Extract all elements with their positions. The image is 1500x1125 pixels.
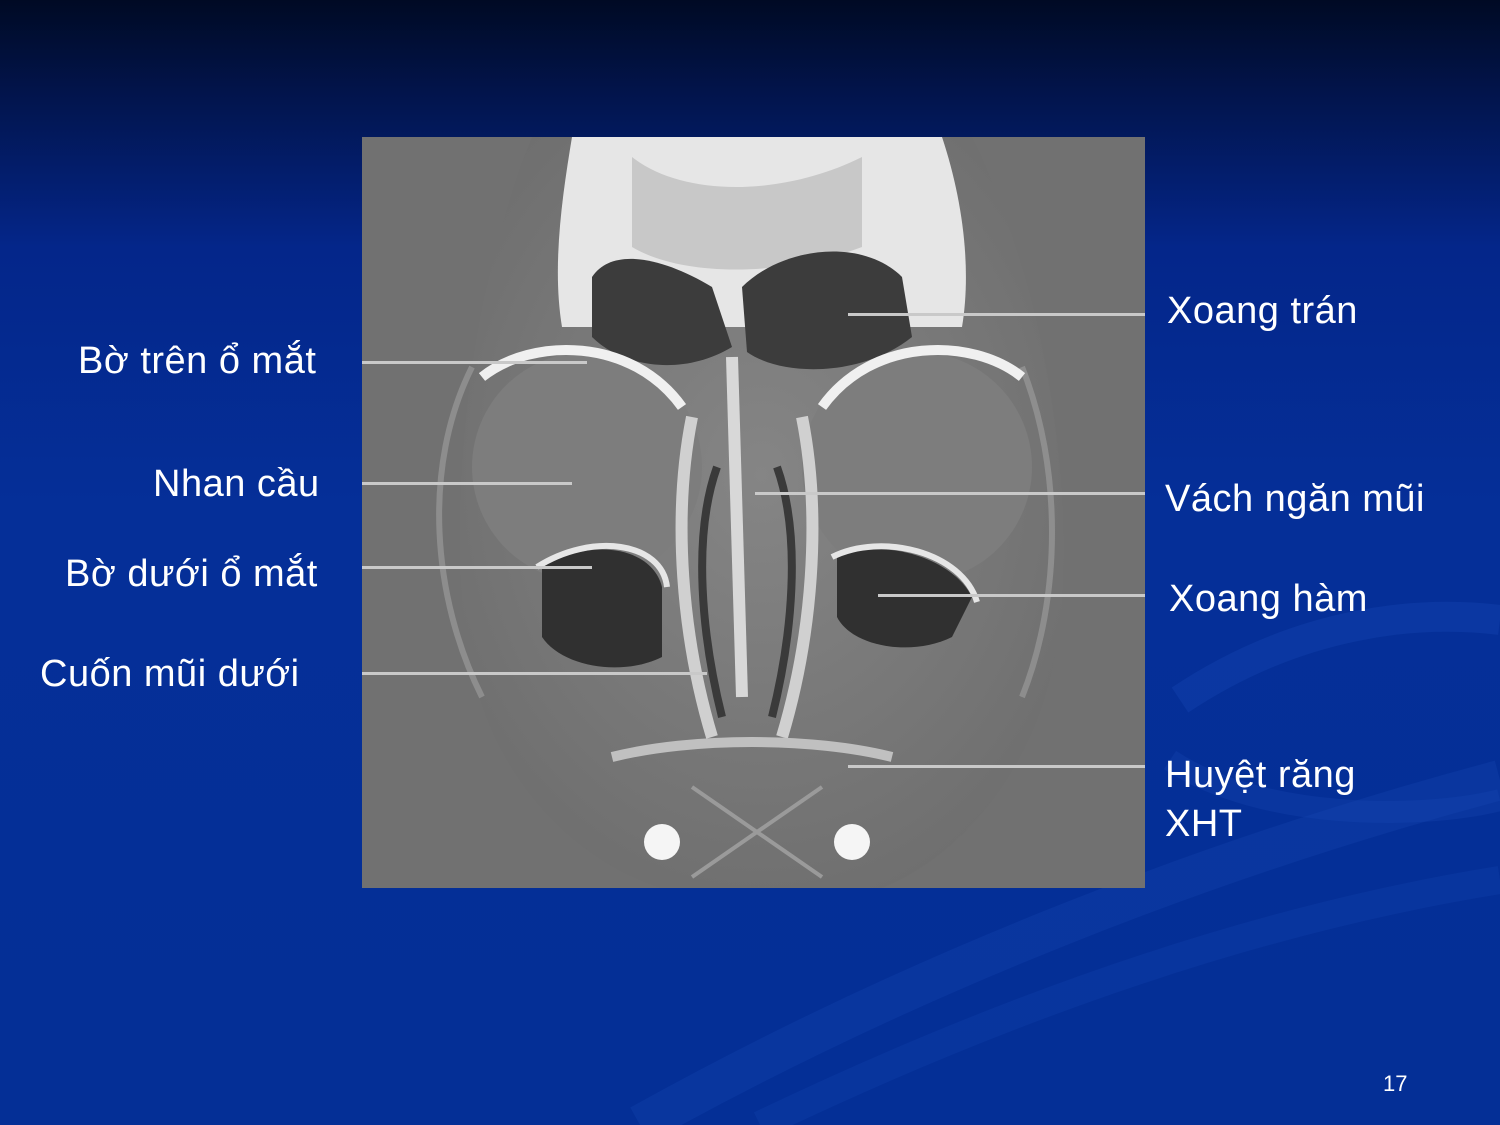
leader-nasal-septum xyxy=(755,492,1145,495)
label-supraorbital-rim: Bờ trên ổ mắt xyxy=(78,340,317,382)
label-eyeball: Nhan cầu xyxy=(153,463,320,505)
label-infraorbital-rim: Bờ dưới ổ mắt xyxy=(65,553,318,595)
label-dental-socket: Huyệt răng xyxy=(1165,754,1356,796)
page-number: 17 xyxy=(1383,1071,1408,1096)
label-frontal-sinus: Xoang trán xyxy=(1167,290,1358,332)
label-dental-socket-line2: XHT xyxy=(1165,803,1243,845)
leader-maxillary-sinus xyxy=(878,594,1145,597)
label-inferior-turbinate: Cuốn mũi dưới xyxy=(40,653,300,695)
leader-eyeball xyxy=(362,482,572,485)
label-maxillary-sinus: Xoang hàm xyxy=(1169,578,1368,620)
leader-supraorbital-rim xyxy=(362,361,587,364)
label-nasal-septum: Vách ngăn mũi xyxy=(1165,478,1425,520)
leader-dental-socket xyxy=(848,765,1145,768)
leader-infraorbital-rim xyxy=(362,566,592,569)
leader-inferior-turbinate xyxy=(362,672,707,675)
leader-frontal-sinus xyxy=(848,313,1145,316)
ct-scan-image xyxy=(362,137,1145,888)
